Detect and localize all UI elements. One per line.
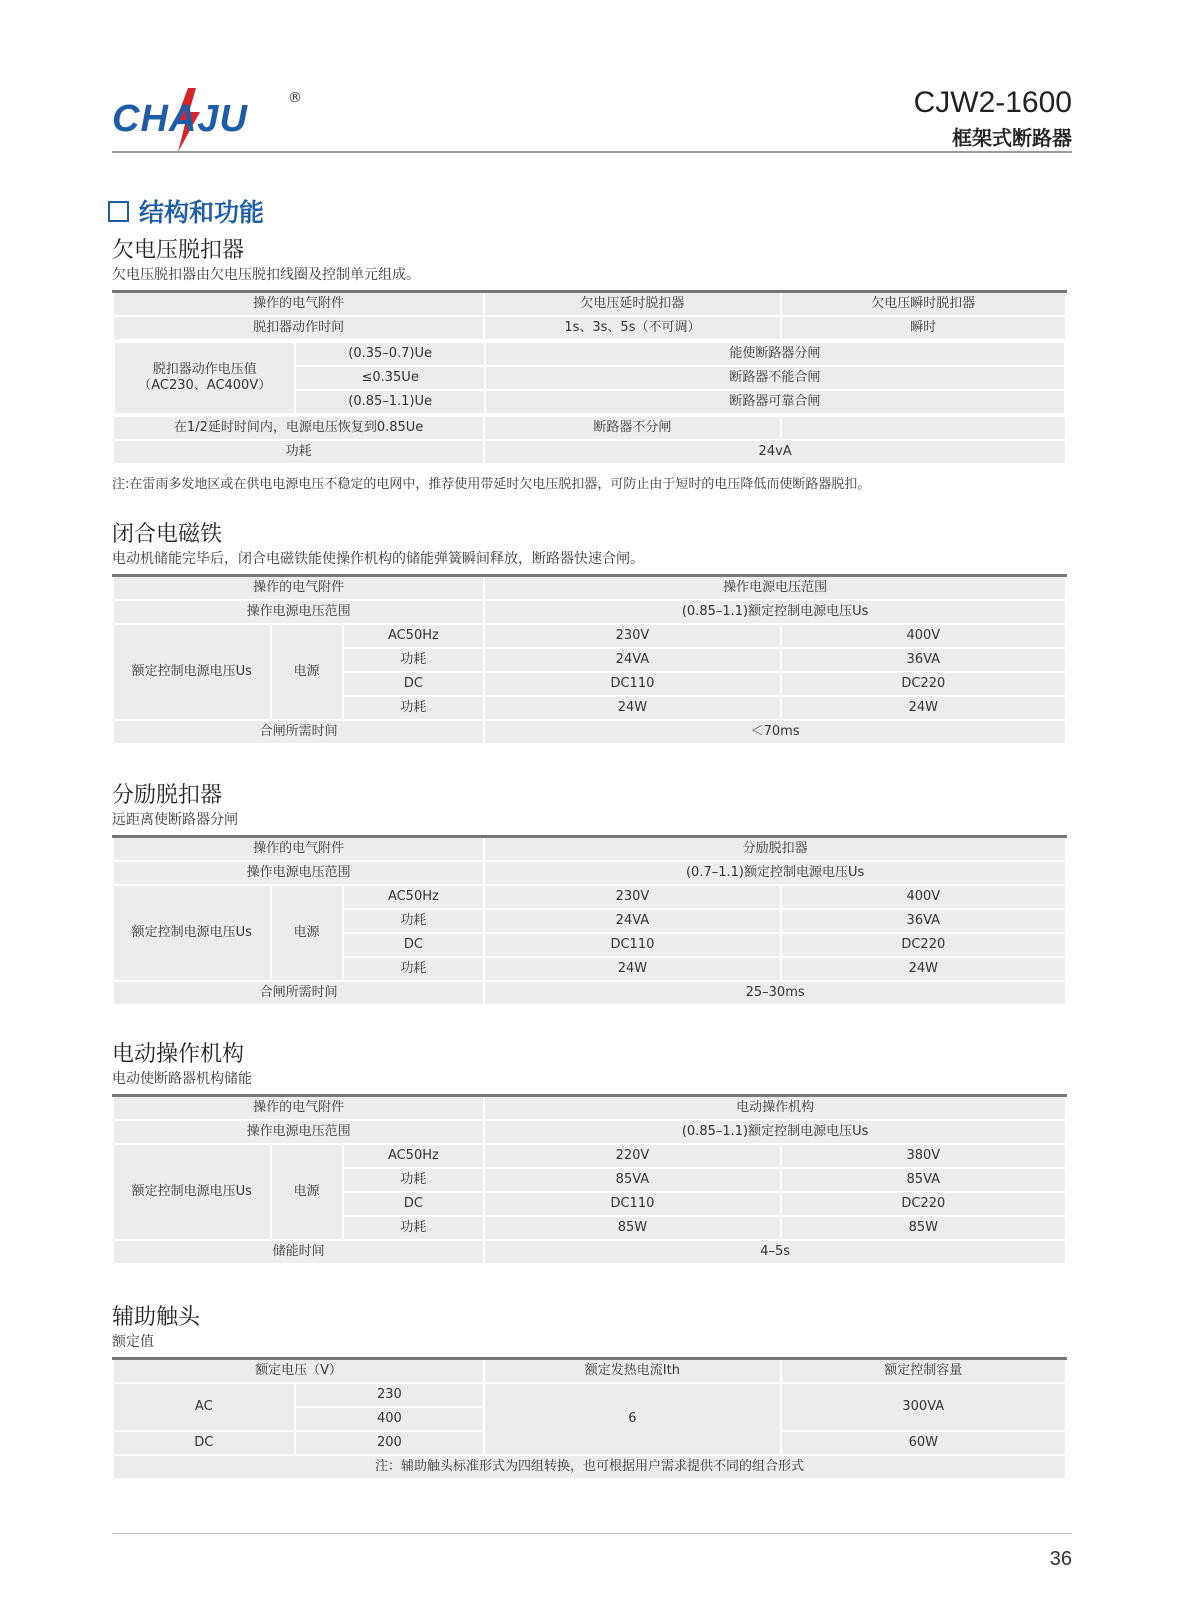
table-cell: 额定控制电源电压Us xyxy=(113,624,271,720)
table-cell: 合闸所需时间 xyxy=(113,981,484,1005)
table-cell: 断路器可靠合闸 xyxy=(485,390,1065,414)
motor-title: 电动操作机构 xyxy=(112,1042,245,1067)
voltage-label-sub: （AC230、AC400V） xyxy=(138,378,272,393)
table-cell: 400 xyxy=(295,1407,485,1431)
table-cell: 230V xyxy=(484,885,780,909)
table-cell: 功耗 xyxy=(343,957,485,981)
table-cell: 6 xyxy=(484,1383,780,1455)
table-cell: 300VA xyxy=(781,1383,1066,1431)
table-cell: 85W xyxy=(781,1216,1066,1240)
table-cell: DC220 xyxy=(781,1192,1066,1216)
table-row xyxy=(113,861,1066,885)
table-row xyxy=(113,1455,1066,1479)
table-cell: 36VA xyxy=(781,909,1066,933)
undervoltage-section xyxy=(112,238,1067,492)
table-row xyxy=(113,837,1066,862)
table-cell: 24W xyxy=(484,696,780,720)
table-row xyxy=(113,1096,1066,1121)
table-cell: 25–30ms xyxy=(484,981,1066,1005)
undervoltage-title: 欠电压脱扣器 xyxy=(112,238,245,263)
table-cell: 200 xyxy=(295,1431,485,1455)
table-cell: 24W xyxy=(781,957,1066,981)
motor-section xyxy=(112,1042,1067,1265)
table-cell: 瞬时 xyxy=(781,316,1066,340)
aux-title: 辅助触头 xyxy=(112,1305,201,1330)
table-cell: 400V xyxy=(781,885,1066,909)
table-cell: 操作电源电压范围 xyxy=(113,1120,484,1144)
table-row xyxy=(113,1359,1066,1384)
table-cell: 85VA xyxy=(781,1168,1066,1192)
table-row xyxy=(113,1120,1066,1144)
table-row xyxy=(113,340,1066,416)
table-cell: 功耗 xyxy=(113,440,484,464)
table-cell: 24W xyxy=(781,696,1066,720)
table-cell: 24VA xyxy=(484,648,780,672)
table-cell: 24VA xyxy=(484,909,780,933)
table-cell: 操作电源电压范围 xyxy=(484,576,1066,601)
table-cell: DC xyxy=(343,1192,485,1216)
table-cell: 断路器不分闸 xyxy=(484,416,780,440)
table-cell: 操作的电气附件 xyxy=(113,837,484,862)
table-cell: (0.85–1.1)额定控制电源电压Us xyxy=(484,1120,1066,1144)
table-cell: 操作电源电压范围 xyxy=(113,600,484,624)
table-cell: 85VA xyxy=(484,1168,780,1192)
table-cell: 操作电源电压范围 xyxy=(113,861,484,885)
table-row xyxy=(113,1144,1066,1168)
shunt-table xyxy=(112,835,1067,1006)
table-cell: DC110 xyxy=(484,672,780,696)
undervoltage-table xyxy=(112,290,1067,465)
registered-mark: ® xyxy=(288,90,302,106)
closing-title: 闭合电磁铁 xyxy=(112,522,223,547)
table-cell: AC50Hz xyxy=(343,1144,485,1168)
voltage-label-cell xyxy=(114,342,295,414)
table-cell: 24W xyxy=(484,957,780,981)
table-row xyxy=(113,1383,1066,1407)
table-cell: 欠电压瞬时脱扣器 xyxy=(781,292,1066,317)
table-cell: 能使断路器分闸 xyxy=(485,342,1065,366)
table-cell: 400V xyxy=(781,624,1066,648)
table-row xyxy=(113,1240,1066,1264)
table-cell: 脱扣器动作时间 xyxy=(113,316,484,340)
undervoltage-desc: 欠电压脱扣器由欠电压脱扣线圈及控制单元组成。 xyxy=(112,267,420,283)
footer-divider xyxy=(112,1533,1072,1534)
table-cell: 储能时间 xyxy=(113,1240,484,1264)
table-cell: ≤0.35Ue xyxy=(295,366,484,390)
product-subtitle: 框架式断路器 xyxy=(952,126,1072,150)
table-cell: 380V xyxy=(781,1144,1066,1168)
model-number: CJW2-1600 xyxy=(913,86,1072,119)
aux-desc: 额定值 xyxy=(112,1334,154,1350)
table-note-cell: 注：辅助触头标准形式为四组转换，也可根据用户需求提供不同的组合形式 xyxy=(113,1455,1066,1479)
table-cell: 电源 xyxy=(271,624,343,720)
table-row xyxy=(113,416,1066,440)
table-cell: (0.85–1.1)额定控制电源电压Us xyxy=(484,600,1066,624)
table-cell: DC220 xyxy=(781,672,1066,696)
table-cell: 在1/2延时时间内，电源电压恢复到0.85Ue xyxy=(113,416,484,440)
voltage-label: 脱扣器动作电压值 xyxy=(152,362,257,377)
table-cell: 24vA xyxy=(484,440,1066,464)
table-row xyxy=(113,440,1066,464)
table-cell: AC xyxy=(113,1383,295,1431)
table-cell: 操作的电气附件 xyxy=(113,1096,484,1121)
table-cell: 电动操作机构 xyxy=(484,1096,1066,1121)
shunt-section xyxy=(112,783,1067,1006)
table-row xyxy=(113,600,1066,624)
table-cell: 欠电压延时脱扣器 xyxy=(484,292,780,317)
table-cell: 操作的电气附件 xyxy=(113,576,484,601)
table-cell: 功耗 xyxy=(343,696,485,720)
closing-section xyxy=(112,522,1067,745)
table-cell: 额定控制容量 xyxy=(781,1359,1066,1384)
table-cell: (0.85–1.1)Ue xyxy=(295,390,484,414)
closing-desc: 电动机储能完毕后，闭合电磁铁能使操作机构的储能弹簧瞬间释放，断路器快速合闸。 xyxy=(112,551,644,567)
table-cell: 电源 xyxy=(271,885,343,981)
table-cell: 分励脱扣器 xyxy=(484,837,1066,862)
table-row xyxy=(113,316,1066,340)
table-cell: 合闸所需时间 xyxy=(113,720,484,744)
table-cell: 36VA xyxy=(781,648,1066,672)
table-cell: 功耗 xyxy=(343,648,485,672)
shunt-title: 分励脱扣器 xyxy=(112,783,223,808)
table-cell: AC50Hz xyxy=(343,885,485,909)
table-row xyxy=(113,576,1066,601)
header-divider xyxy=(112,151,1072,153)
undervoltage-note: 注:在雷雨多发地区或在供电电源电压不稳定的电网中，推荐使用带延时欠电压脱扣器，可防止由于短时的电压降低而使断路器脱扣。 xyxy=(112,477,871,492)
table-row xyxy=(113,624,1066,648)
motor-table xyxy=(112,1094,1067,1265)
section-title xyxy=(108,193,264,229)
table-cell: (0.35–0.7)Ue xyxy=(295,342,484,366)
table-cell: 功耗 xyxy=(343,1168,485,1192)
table-cell: DC xyxy=(343,933,485,957)
table-cell: 85W xyxy=(484,1216,780,1240)
table-cell: 220V xyxy=(484,1144,780,1168)
table-cell: 电源 xyxy=(271,1144,343,1240)
table-cell: 额定电压（V） xyxy=(113,1359,484,1384)
table-cell: 230V xyxy=(484,624,780,648)
table-cell: DC xyxy=(113,1431,295,1455)
table-cell: DC110 xyxy=(484,933,780,957)
shunt-desc: 远距离使断路器分闸 xyxy=(112,812,238,828)
table-row xyxy=(113,885,1066,909)
table-cell: DC xyxy=(343,672,485,696)
motor-desc: 电动使断路器机构储能 xyxy=(112,1071,252,1087)
table-cell: 额定控制电源电压Us xyxy=(113,1144,271,1240)
aux-section xyxy=(112,1305,1067,1480)
table-cell: 功耗 xyxy=(343,1216,485,1240)
table-cell: AC50Hz xyxy=(343,624,485,648)
table-cell: 60W xyxy=(781,1431,1066,1455)
page-number: 36 xyxy=(1049,1548,1072,1570)
table-cell: 操作的电气附件 xyxy=(113,292,484,317)
table-cell: 额定发热电流Ith xyxy=(484,1359,780,1384)
logo-text: CHAJU xyxy=(112,98,248,140)
table-cell: ＜70ms xyxy=(484,720,1066,744)
page-header xyxy=(112,86,1072,156)
section-title-label: 结构和功能 xyxy=(139,198,265,227)
table-cell: 额定控制电源电压Us xyxy=(113,885,271,981)
table-cell xyxy=(781,416,1066,440)
table-row xyxy=(113,981,1066,1005)
table-cell: 230 xyxy=(295,1383,485,1407)
closing-table xyxy=(112,574,1067,745)
square-icon xyxy=(108,201,129,222)
table-cell: DC110 xyxy=(484,1192,780,1216)
table-row xyxy=(113,720,1066,744)
table-cell: (0.7–1.1)额定控制电源电压Us xyxy=(484,861,1066,885)
table-cell: DC220 xyxy=(781,933,1066,957)
table-cell: 断路器不能合闸 xyxy=(485,366,1065,390)
table-cell: 1s、3s、5s（不可调） xyxy=(484,316,780,340)
table-cell: 4–5s xyxy=(484,1240,1066,1264)
aux-table xyxy=(112,1357,1067,1480)
table-row xyxy=(113,292,1066,317)
table-cell: 功耗 xyxy=(343,909,485,933)
